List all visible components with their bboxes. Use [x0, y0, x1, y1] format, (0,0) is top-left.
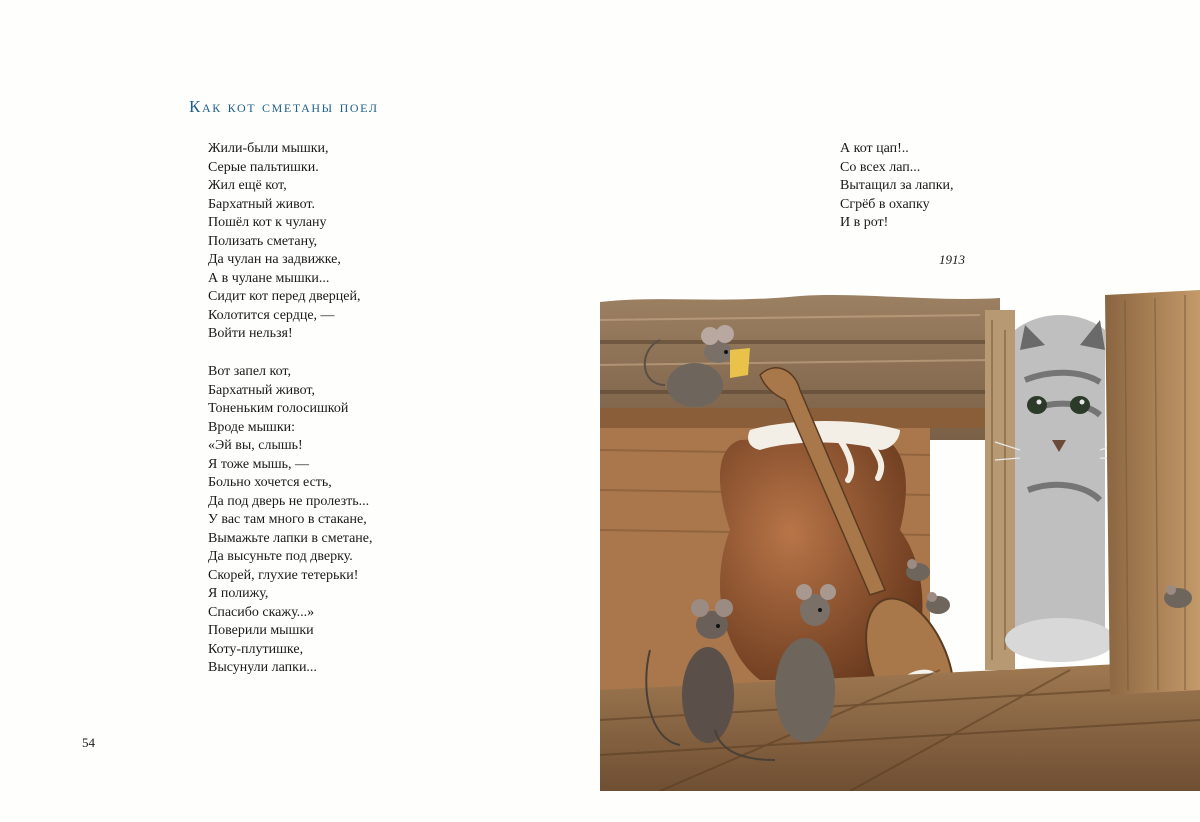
right-door	[1105, 290, 1200, 695]
poem-line: Жил ещё кот,	[208, 178, 287, 193]
poem-line: А в чулане мышки...	[208, 270, 330, 286]
door-post	[985, 310, 1015, 670]
poem-line: Жили-были мышки,	[208, 141, 329, 156]
poem-line: Скорей, глухие тетерьки!	[208, 567, 359, 583]
illustration-cat-and-mice	[600, 290, 1200, 791]
poem-line: А кот цап!..	[840, 141, 909, 156]
poem-line: Бархатный живот,	[208, 382, 315, 398]
poem-line: Полизать сметану,	[208, 233, 318, 249]
poem-stanza-3	[840, 140, 954, 233]
poem-line: Колотится сердце, —	[208, 307, 335, 323]
poem-line: Войти нельзя!	[208, 326, 293, 341]
poem-line: Сгрёб в охапку	[840, 196, 930, 212]
poem-stanza-2	[208, 363, 373, 678]
poem-line: И в рот!	[840, 215, 889, 230]
poem-line: Вытащил за лапки,	[840, 178, 954, 193]
poem-line: «Эй вы, слышь!	[208, 438, 303, 453]
poem-title: Как кот сметаны поел	[189, 97, 379, 116]
poem-line: Да чулан на задвижке,	[208, 252, 341, 267]
poem-line: Поверили мышки	[208, 623, 314, 638]
poem-line: Я тоже мышь, —	[208, 456, 310, 472]
poem-line: Со всех лап...	[840, 159, 921, 175]
poem-line: Коту-плутишке,	[208, 641, 304, 657]
poem-line: Пошёл кот к чулану	[208, 215, 327, 230]
poem-year: 1913	[939, 252, 965, 267]
poem-line: Высунули лапки...	[208, 660, 317, 675]
poem-line: Да под дверь не пролезть...	[208, 493, 370, 509]
poem-line: Сидит кот перед дверцей,	[208, 289, 361, 304]
poem-line: Вот запел кот,	[208, 364, 291, 379]
poem-line: Серые пальтишки.	[208, 159, 319, 175]
poem-line: Бархатный живот.	[208, 196, 315, 212]
poem-line: Да высуньте под дверку.	[208, 549, 353, 564]
poem-line: Больно хочется есть,	[208, 475, 332, 490]
poem-line: У вас там много в стакане,	[208, 512, 367, 527]
poem-line: Вымажьте лапки в сметане,	[208, 530, 373, 546]
poem-stanza-1	[208, 140, 361, 344]
poem-line: Спасибо скажу...»	[208, 604, 315, 620]
page-number: 54	[82, 735, 95, 750]
poem-line: Вроде мышки:	[208, 419, 296, 435]
poem-line: Я полижу,	[208, 586, 269, 601]
poem-line: Тоненьким голосишкой	[208, 401, 349, 416]
